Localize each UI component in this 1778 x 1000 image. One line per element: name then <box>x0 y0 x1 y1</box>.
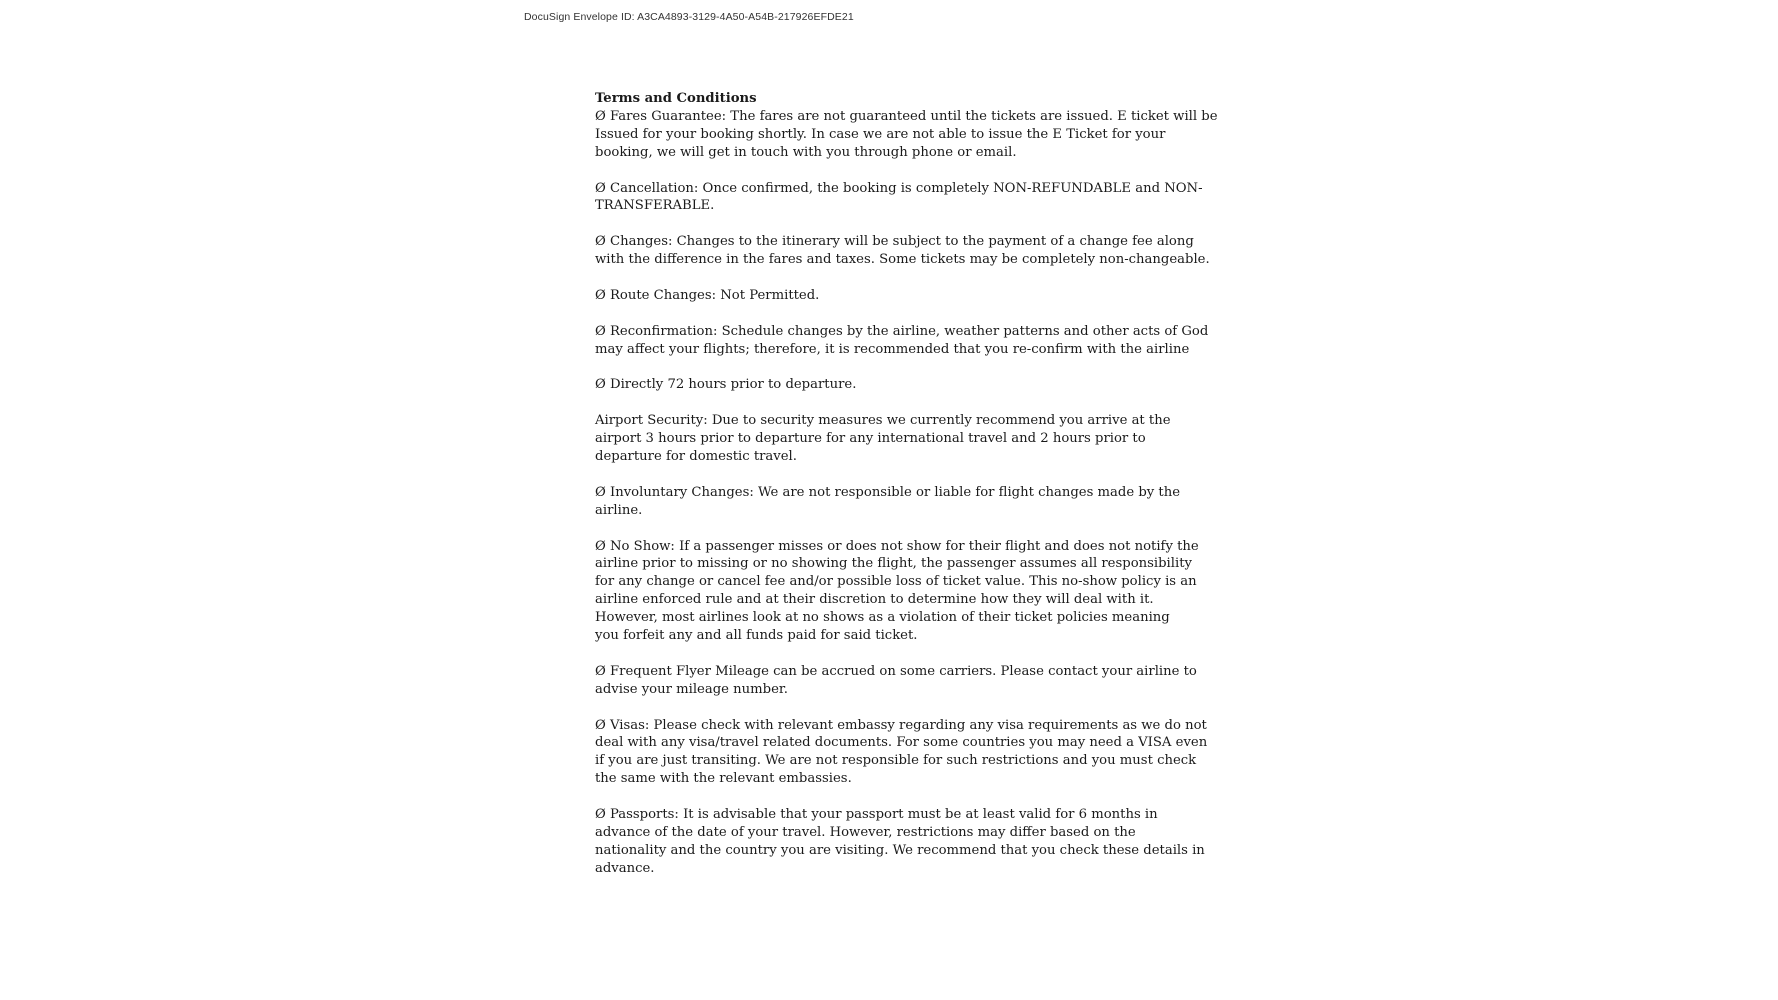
paragraph-involuntary-changes <box>595 484 1225 520</box>
paragraph-visas <box>595 717 1225 789</box>
text-line: Ø Directly 72 hours prior to departure. <box>595 377 857 393</box>
text-line: Ø Route Changes: Not Permitted. <box>595 287 820 303</box>
text-line: Ø No Show: If a passenger misses or does not show for their flight and does not notify the <box>595 538 1199 554</box>
text-line: TRANSFERABLE. <box>595 198 715 214</box>
text-line: you forfeit any and all funds paid for said ticket. <box>595 628 918 644</box>
text-line: advance of the date of your travel. However, restrictions may differ based on the <box>595 824 1136 840</box>
text-line: Issued for your booking shortly. In case we are not able to issue the E Ticket for your <box>595 126 1166 142</box>
text-line: Ø Passports: It is advisable that your passport must be at least valid for 6 months in <box>595 807 1158 823</box>
paragraph-frequent-flyer <box>595 663 1225 699</box>
text-line: may affect your flights; therefore, it is recommended that you re-confirm with the airline <box>595 341 1190 357</box>
terms-document <box>595 90 1225 896</box>
paragraph-reconfirmation <box>595 323 1225 359</box>
text-line: if you are just transiting. We are not responsible for such restrictions and you must check <box>595 753 1197 769</box>
text-line: airline. <box>595 502 643 518</box>
paragraph-passports <box>595 806 1225 878</box>
paragraph-fares-guarantee <box>595 108 1225 162</box>
text-line: Ø Changes: Changes to the itinerary will be subject to the payment of a change fee along <box>595 234 1194 250</box>
paragraph-airport-security <box>595 412 1225 466</box>
text-line: deal with any visa/travel related documents. For some countries you may need a VISA even <box>595 735 1208 751</box>
text-line: booking, we will get in touch with you through phone or email. <box>595 144 1017 160</box>
text-line: Airport Security: Due to security measures we currently recommend you arrive at the <box>595 413 1171 429</box>
paragraph-cancellation <box>595 180 1225 216</box>
text-line: airline enforced rule and at their discretion to determine how they will deal with it. <box>595 592 1154 608</box>
text-line: Ø Fares Guarantee: The fares are not guaranteed until the tickets are issued. E ticket will be <box>595 108 1218 124</box>
text-line: with the difference in the fares and taxes. Some tickets may be completely non-changeable. <box>595 252 1210 268</box>
text-line: nationality and the country you are visiting. We recommend that you check these details in <box>595 842 1205 858</box>
text-line: for any change or cancel fee and/or possible loss of ticket value. This no-show policy is an <box>595 574 1197 590</box>
text-line: Ø Cancellation: Once confirmed, the booking is completely NON-REFUNDABLE and NON- <box>595 180 1203 196</box>
text-line: the same with the relevant embassies. <box>595 771 852 787</box>
text-line: Ø Visas: Please check with relevant embassy regarding any visa requirements as we do not <box>595 717 1207 733</box>
text-line: Ø Frequent Flyer Mileage can be accrued on some carriers. Please contact your airline to <box>595 663 1197 679</box>
paragraph-no-show <box>595 538 1225 645</box>
docusign-envelope-id: DocuSign Envelope ID: A3CA4893-3129-4A50-A54B-217926EFDE21 <box>524 11 854 23</box>
text-line: Ø Involuntary Changes: We are not responsible or liable for flight changes made by the <box>595 484 1181 500</box>
paragraph-changes <box>595 233 1225 269</box>
text-line: airline prior to missing or no showing the flight, the passenger assumes all responsibility <box>595 556 1192 572</box>
text-line: However, most airlines look at no shows as a violation of their ticket policies meaning <box>595 610 1170 626</box>
text-line: advise your mileage number. <box>595 681 788 697</box>
text-line: departure for domestic travel. <box>595 449 797 465</box>
document-title: Terms and Conditions <box>595 91 757 106</box>
paragraph-route-changes <box>595 287 1225 305</box>
text-line: airport 3 hours prior to departure for any international travel and 2 hours prior to <box>595 431 1146 447</box>
text-line: advance. <box>595 860 655 876</box>
text-line: Ø Reconfirmation: Schedule changes by the airline, weather patterns and other acts of God <box>595 323 1209 339</box>
paragraph-directly-72-hours <box>595 376 1225 394</box>
